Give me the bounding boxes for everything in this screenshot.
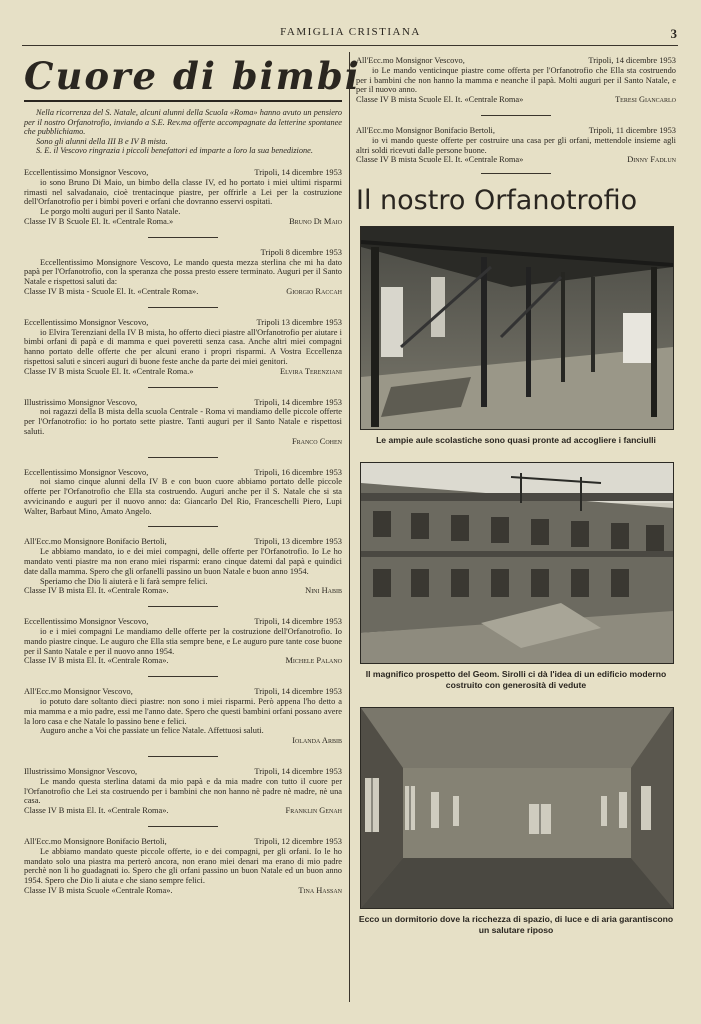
letter-header bbox=[24, 398, 342, 408]
letter-signature: Tina Hassan bbox=[298, 886, 342, 895]
letter-body: io sono Bruno Di Maio, un bimbo della classe IV, ed ho portato i miei ultimi risparmi rimasti nel salvadanaio, cioè trentacinque piastre, per offrirle a Lei per la costruzione dell'Orfanotrofio per i bimbi poveri e orfani che dovranno esservi ospitati. bbox=[24, 177, 342, 207]
letter-signature-line bbox=[24, 886, 342, 896]
letter-class: Classe IV B mista Scuole El. It. «Centrale Roma» bbox=[356, 155, 524, 165]
letter-salutation: All'Ecc.mo Monsignore Bonifacio Bertoli, bbox=[24, 537, 167, 547]
letter-body: io potuto dare soltanto dieci piastre: non sono i miei risparmi. Però appena l'ho detto a mia mamma e a mio padre, essi me l'anno date. Spero che questi bambini orfani possano avere la loro casa e che Natale lo passino bene e felici. bbox=[24, 697, 342, 726]
letter-body: Eccellentissimo Monsignore Vescovo, Le mando questa mezza sterlina che mi ha dato papà per l'Orfanotrofio, con la speranza che possa presto essere terminato. Auguri per il Santo Natale e rispettosi saluti da: bbox=[24, 257, 342, 287]
letter-body: io vi mando queste offerte per costruire una casa per gli orfani, mettendole insieme agli altri soldi ricevuti dalle persone buone. bbox=[356, 135, 676, 155]
letter-class: Classe IV B mista Scuole El. It. «Centrale Roma.» bbox=[24, 366, 194, 376]
letter-signature-line bbox=[356, 95, 676, 105]
letter-body: noi ragazzi della B mista della scuola Centrale - Roma vi mandiamo delle piccole offerte per l'Orfanotrofio: io ho portato sette piastre. Tanti auguri per il Santo Natale e rispettosi saluti. bbox=[24, 407, 342, 436]
letter-class: Classe IV B mista El. It. «Centrale Roma». bbox=[24, 656, 169, 666]
letter bbox=[24, 537, 342, 596]
separator bbox=[148, 457, 218, 458]
letter-header bbox=[24, 687, 342, 697]
column-divider bbox=[349, 52, 350, 1002]
letter-salutation: Eccellentissimo Monsignor Vescovo, bbox=[24, 167, 149, 177]
separator bbox=[148, 307, 218, 308]
separator bbox=[148, 826, 218, 827]
title-rule bbox=[24, 100, 342, 102]
separator bbox=[148, 237, 218, 238]
letter-closing: Auguro anche a Voi che passiate un felice Natale. Affettuosi saluti. bbox=[40, 726, 264, 736]
separator bbox=[148, 526, 218, 527]
letter-signature: Dinny Fadlun bbox=[627, 155, 676, 165]
letter-salutation: Illustrissimo Monsignor Vescovo, bbox=[24, 397, 138, 407]
running-head bbox=[0, 26, 701, 42]
article-title: Cuore di bimbi bbox=[24, 54, 361, 98]
letter bbox=[24, 318, 342, 377]
letter-header bbox=[356, 126, 676, 136]
letter-signature-line bbox=[24, 367, 342, 377]
separator bbox=[481, 173, 551, 174]
letter-date: Tripoli, 14 dicembre 1953 bbox=[254, 767, 342, 777]
letter-date: Tripoli, 16 dicembre 1953 bbox=[254, 467, 342, 477]
letter-date: Tripoli, 13 dicembre 1953 bbox=[254, 537, 342, 547]
letter-date: Tripoli, 11 dicembre 1953 bbox=[588, 125, 676, 135]
photo-building-facade bbox=[360, 462, 674, 664]
letter-header bbox=[24, 468, 342, 478]
section-title: Il nostro Orfanotrofio bbox=[356, 185, 638, 217]
letter-signature: Elvira Terenziani bbox=[280, 366, 342, 376]
letter-date: Tripoli, 14 dicembre 1953 bbox=[254, 687, 342, 697]
letter-class: Classe IV B mista Scuole El. It. «Centrale Roma» bbox=[356, 95, 524, 105]
letter-header bbox=[24, 168, 342, 178]
letter-salutation: Eccellentissimo Monsignor Vescovo, bbox=[24, 617, 149, 627]
letter bbox=[24, 617, 342, 666]
classroom-photo-image bbox=[361, 227, 673, 429]
letter-class: Classe IV B mista Scuole «Centrale Roma». bbox=[24, 886, 173, 895]
separator bbox=[148, 756, 218, 757]
letter bbox=[24, 398, 342, 447]
letter bbox=[24, 248, 342, 297]
letter-header bbox=[24, 767, 342, 777]
letter-header bbox=[356, 56, 676, 66]
dormitory-photo-image bbox=[361, 708, 673, 908]
letter-body: Le abbiamo mandato queste piccole offerte, io e dei compagni, per gli orfani. Io le ho mandato solo una piastra ma perterò ancora, non erano miei denari ma erano di mio padre perchè non li ho guadagnati io. Spero che gli orfani passino un buon Natale ed un buon anno 1954. Spero che Dio li aiuta e che siano sempre felici. bbox=[24, 846, 342, 886]
letter-signature-line bbox=[24, 217, 342, 227]
separator bbox=[148, 606, 218, 607]
intro-paragraph: Nella ricorrenza del S. Natale, alcuni alunni della Scuola «Roma» hanno avuto un pensiero per il nostro Orfanotrofio, inviando a S.E. Rev.ma offerte accompagnate da letterine spontanee che pubblichiamo. bbox=[24, 108, 342, 137]
letter-signature-line bbox=[24, 806, 342, 816]
letter-body: Le abbiamo mandato, io e dei miei compagni, delle offerte per l'Orfanotrofio. Io Le ho mandato venti piastre ma non erano miei risparmi: erano cinque datemi dal papà e quindici date dalla mamma. Spero che gli orfanelli passino un buon Natale e buon anno 1954. bbox=[24, 547, 342, 576]
photo-dormitory bbox=[360, 707, 674, 909]
letter-header bbox=[24, 318, 342, 328]
photo-caption: Ecco un dormitorio dove la ricchezza di spazio, di luce e di aria garantiscono un salutare riposo bbox=[358, 914, 674, 936]
letter-body: io e i miei compagni Le mandiamo delle offerte per la costruzione dell'Orfanotrofio. Io mando piastre cinque. Le auguro che Ella stia sempre bene, e Le auguro pure tante cose buone per il Santo Natale e per il nuovo anno 1954. bbox=[24, 627, 342, 656]
letter-salutation: Illustrissimo Monsignor Vescovo, bbox=[24, 767, 138, 777]
letters-list bbox=[24, 168, 342, 896]
publication-title: FAMIGLIA CRISTIANA bbox=[280, 26, 421, 38]
letter-salutation: Eccellentissimo Monsignor Vescovo, bbox=[24, 467, 149, 477]
letter-date: Tripoli, 14 dicembre 1953 bbox=[254, 617, 342, 627]
photo-classrooms bbox=[360, 226, 674, 430]
letter-date: Tripoli, 12 dicembre 1953 bbox=[254, 837, 342, 847]
letter-signature-line bbox=[24, 287, 342, 297]
separator bbox=[148, 387, 218, 388]
letter-class: Classe IV B mista - Scuole El. It. «Centrale Roma». bbox=[24, 286, 199, 296]
intro-paragraph: S. E. il Vescovo ringrazia i piccoli benefattori ed imparte a loro la sua benedizione. bbox=[36, 146, 313, 156]
letter-date: Tripoli 13 dicembre 1953 bbox=[256, 317, 342, 327]
letter-signature: Giorgio Raccah bbox=[286, 286, 342, 296]
right-column bbox=[356, 56, 676, 936]
letter-date: Tripoli, 14 dicembre 1953 bbox=[254, 167, 342, 177]
letter-signature-line bbox=[356, 155, 676, 165]
letter-class: Classe IV B mista El. It. «Centrale Roma». bbox=[24, 806, 169, 816]
photo-caption: Il magnifico prospetto del Geom. Sirolli ci dà l'idea di un edificio moderno costruito con generosità di vedute bbox=[365, 669, 667, 691]
letter-salutation: All'Ecc.mo Monsignor Bonifacio Bertoli, bbox=[356, 125, 495, 135]
letter-header bbox=[24, 537, 342, 547]
letter-body: io Elvira Terenziani della IV B mista, ho offerto dieci piastre all'Orfanotrofio per aiutare i bimbi orfani di papà e di mamma e quei poveretti senza casa. Anche altri miei compagni hanno portato delle offerte che per alcuni erano i propri risparmi. A Vostra Eccellenza rispettosi saluti e sinceri auguri di buone feste anche da parte dei miei genitori. bbox=[24, 327, 342, 366]
letter-class: Classe IV B mista El. It. «Centrale Roma». bbox=[24, 586, 169, 596]
letter-signature: Franco Cohen bbox=[291, 436, 342, 446]
letter-header bbox=[24, 248, 342, 258]
letter-closing: Speriamo che Dio li aiuterà e li farà sempre felici. bbox=[40, 576, 208, 586]
letter-signature: Bruno Di Maio bbox=[289, 216, 342, 226]
letter-salutation: All'Ecc.mo Monsignor Vescovo, bbox=[356, 56, 465, 65]
separator bbox=[481, 115, 551, 116]
article-intro bbox=[24, 108, 342, 156]
separator bbox=[148, 676, 218, 677]
photo-caption: Le ampie aule scolastiche sono quasi pronte ad accogliere i fanciulli bbox=[376, 435, 656, 446]
facade-photo-image bbox=[361, 463, 673, 663]
letter-header bbox=[24, 617, 342, 627]
letter-signature: Michele Palano bbox=[285, 656, 342, 666]
intro-paragraph: Sono gli alunni della III B e IV B mista. bbox=[36, 136, 168, 146]
letter-signature: Franklin Genah bbox=[285, 806, 342, 816]
letters-list-right bbox=[356, 56, 676, 165]
letter-signature: Iolanda Arbib bbox=[292, 736, 342, 746]
letter bbox=[24, 837, 342, 896]
letter-signature-line bbox=[24, 586, 342, 596]
letter-body: noi siamo cinque alunni della IV B e con buon cuore abbiamo portato delle piccole offerte per l'Orfanotrofio che Ella sta costruendo. Auguri anche per il S. Natale che si sta avvicinando e auguri per il nuovo anno: da: Giancarlo Del Rio, Franceschelli Piero, Lupi Walter, Barbaut Mino, Amato Angelo. bbox=[24, 477, 342, 516]
letter-header bbox=[24, 837, 342, 847]
letter-class: Classe IV B Scuole El. It. «Centrale Roma.» bbox=[24, 216, 174, 226]
letter-signature-line bbox=[24, 656, 342, 666]
letter-body: Le mando questa sterlina datami da mio papà e da mia madre con tutto il cuore per l'Orfanotrofio che Lei sta costruendo per i bambini che non hanno nè padre nè madre, nè una casa. bbox=[24, 776, 342, 806]
letter-salutation: All'Ecc.mo Monsignor Vescovo, bbox=[24, 687, 133, 697]
letter-date: Tripoli, 14 dicembre 1953 bbox=[588, 56, 676, 65]
letter-closing: Le porgo molti auguri per il Santo Natale. bbox=[40, 207, 181, 217]
letter bbox=[24, 468, 342, 517]
letter bbox=[24, 687, 342, 746]
letter bbox=[24, 767, 342, 816]
letter-date: Tripoli 8 dicembre 1953 bbox=[260, 247, 342, 257]
letter-date: Tripoli, 14 dicembre 1953 bbox=[254, 397, 342, 407]
letter-salutation: All'Ecc.mo Monsignore Bonifacio Bertoli, bbox=[24, 837, 167, 847]
letter-signature: Teresi Giancarlo bbox=[615, 95, 676, 105]
letter bbox=[356, 56, 676, 105]
letter-body: io Le mando venticinque piastre come offerta per l'Orfanotrofio che Ella sta costruendo per i bambini che non hanno la mamma e neanche il papà. Molti auguri per il Santo Natale, e per il nuovo anno. bbox=[356, 65, 676, 95]
header-rule bbox=[22, 45, 678, 46]
letter bbox=[356, 126, 676, 165]
left-column bbox=[24, 54, 361, 896]
letter-salutation: Eccellentissimo Monsignor Vescovo, bbox=[24, 317, 149, 327]
letter bbox=[24, 168, 342, 227]
letter-signature: Nini Habib bbox=[305, 586, 342, 596]
page-number: 3 bbox=[670, 26, 677, 41]
